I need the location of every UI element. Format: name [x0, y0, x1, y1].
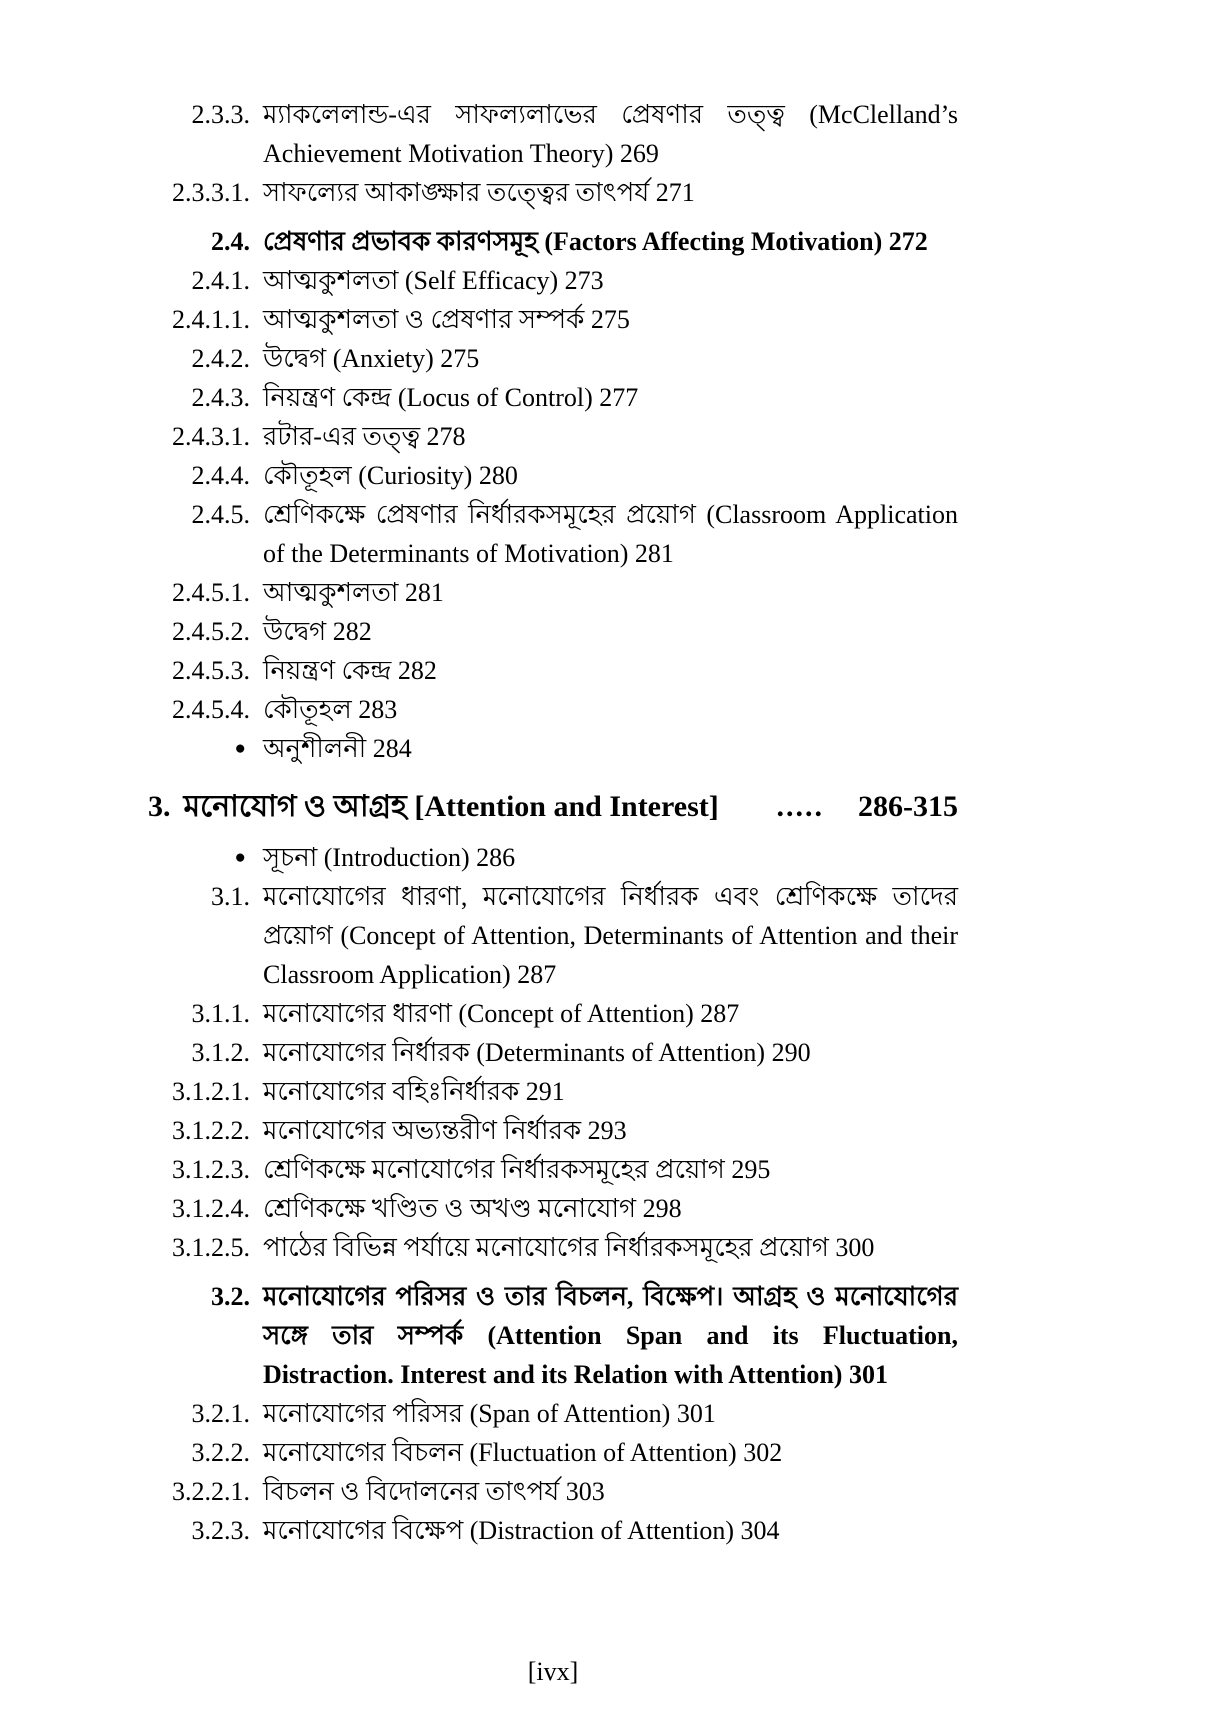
entry-number: 3.1.2.5. — [172, 1233, 250, 1262]
entry-number: 3.2.2. — [191, 1438, 250, 1467]
entry-number: 2.4. — [211, 227, 250, 256]
toc-bullet-entry — [148, 838, 958, 877]
entry-number: 2.4.5.4. — [172, 695, 250, 724]
page-footer: [ivx] — [527, 1657, 579, 1686]
entry-number: 3.1. — [211, 882, 250, 911]
toc-entry — [148, 173, 958, 212]
entry-number: 3.1.2.1. — [172, 1077, 250, 1106]
entry-number: 2.4.5.3. — [172, 656, 250, 685]
entry-number: 3.2.3. — [191, 1516, 250, 1545]
entry-text: নিয়ন্ত্রণ কেন্দ্র (Locus of Control) 277 — [263, 383, 639, 412]
toc-entry — [148, 261, 958, 300]
entry-text: মনোযোগের বহিঃনির্ধারক 291 — [263, 1077, 565, 1106]
toc-entry — [148, 651, 958, 690]
entry-number: 2.4.3. — [191, 383, 250, 412]
entry-text: আত্মকুশলতা ও প্রেষণার সম্পর্ক 275 — [263, 305, 630, 334]
entry-text: মনোযোগের ধারণা (Concept of Attention) 287 — [263, 999, 740, 1028]
toc-entry — [148, 1072, 958, 1111]
entry-number: 3.2.1. — [191, 1399, 250, 1428]
toc-entry — [148, 612, 958, 651]
toc-entry — [148, 378, 958, 417]
toc-list — [148, 95, 958, 1550]
toc-entry — [148, 994, 958, 1033]
entry-number: 2.4.1. — [191, 266, 250, 295]
bullet-icon: ● — [234, 847, 246, 868]
entry-text: মনোযোগের বিচলন (Fluctuation of Attention) 302 — [263, 1438, 783, 1467]
entry-text: কৌতূহল 283 — [263, 695, 398, 724]
toc-entry — [148, 95, 958, 173]
entry-text: আত্মকুশলতা (Self Efficacy) 273 — [263, 266, 604, 295]
entry-number: 2.4.3.1. — [172, 422, 250, 451]
toc-entry — [148, 1111, 958, 1150]
toc-entry — [148, 1228, 958, 1267]
toc-entry — [148, 1394, 958, 1433]
toc-entry — [148, 1033, 958, 1072]
toc-bullet-entry — [148, 729, 958, 768]
entry-text: মনোযোগের নির্ধারক (Determinants of Attention) 290 — [263, 1038, 811, 1067]
entry-number: 3.1.1. — [191, 999, 250, 1028]
entry-number: 3.1.2.2. — [172, 1116, 250, 1145]
toc-entry — [148, 417, 958, 456]
entry-text: নিয়ন্ত্রণ কেন্দ্র 282 — [263, 656, 437, 685]
toc-entry — [148, 222, 958, 261]
toc-entry — [148, 1277, 958, 1394]
entry-text: মনোযোগের পরিসর ও তার বিচলন, বিক্ষেপ। আগ্রহ ও মনোযোগের সঙ্গে তার সম্পর্ক (Attention Span and its Fluctuation, Distraction. Interest and its Relation with Attention) 301 — [263, 1282, 958, 1389]
entry-number: 2.4.2. — [191, 344, 250, 373]
entry-text: উদ্বেগ 282 — [263, 617, 372, 646]
entry-text: উদ্বেগ (Anxiety) 275 — [263, 344, 480, 373]
chapter-dots-leader: ..... — [776, 790, 824, 823]
toc-entry — [148, 690, 958, 729]
entry-text: অনুশীলনী 284 — [263, 734, 412, 763]
entry-text: মনোযোগের পরিসর (Span of Attention) 301 — [263, 1399, 716, 1428]
toc-entry — [148, 456, 958, 495]
entry-text: রটার-এর তত্ত্ব 278 — [263, 422, 466, 451]
entry-text: বিচলন ও বিদোলনের তাৎপর্য 303 — [263, 1477, 605, 1506]
entry-number: 2.4.4. — [191, 461, 250, 490]
entry-text: পাঠের বিভিন্ন পর্যায়ে মনোযোগের নির্ধারকসমূহের প্রয়োগ 300 — [263, 1233, 875, 1262]
entry-number: 2.4.5.1. — [172, 578, 250, 607]
toc-entry — [148, 300, 958, 339]
toc-entry — [148, 1511, 958, 1550]
toc-entry — [148, 1150, 958, 1189]
entry-number: 3.1.2.3. — [172, 1155, 250, 1184]
entry-number: 2.3.3. — [191, 100, 250, 129]
toc-entry — [148, 1433, 958, 1472]
entry-number: 2.4.1.1. — [172, 305, 250, 334]
entry-text: প্রেষণার প্রভাবক কারণসমূহ (Factors Affecting Motivation) 272 — [263, 227, 928, 256]
entry-text: সাফল্যের আকাঙ্ক্ষার তত্ত্বের তাৎপর্য 271 — [263, 178, 695, 207]
entry-number: 3.1.2. — [191, 1038, 250, 1067]
toc-entry — [148, 573, 958, 612]
entry-text: আত্মকুশলতা 281 — [263, 578, 444, 607]
chapter-title: মনোযোগ ও আগ্রহ [Attention and Interest] — [183, 790, 719, 823]
chapter-heading — [148, 784, 958, 830]
entry-text: মনোযোগের বিক্ষেপ (Distraction of Attention) 304 — [263, 1516, 780, 1545]
entry-text: সূচনা (Introduction) 286 — [263, 843, 516, 872]
toc-entry — [148, 1472, 958, 1511]
entry-text: মনোযোগের ধারণা, মনোযোগের নির্ধারক এবং শ্রেণিকক্ষে তাদের প্রয়োগ (Concept of Attention, Determinants of Attention and their Classroom Application) 287 — [263, 882, 958, 989]
bullet-icon: ● — [234, 738, 246, 759]
entry-text: শ্রেণিকক্ষে খণ্ডিত ও অখণ্ড মনোযোগ 298 — [263, 1194, 682, 1223]
toc-entry — [148, 877, 958, 994]
entry-number: 3.2. — [211, 1282, 250, 1311]
entry-number: 2.4.5.2. — [172, 617, 250, 646]
entry-text: শ্রেণিকক্ষে মনোযোগের নির্ধারকসমূহের প্রয়োগ 295 — [263, 1155, 771, 1184]
entry-text: ম্যাকলেলান্ড-এর সাফল্যলাভের প্রেষণার তত্ত্ব (McClelland’s Achievement Motivation Theory) 269 — [263, 100, 958, 168]
entry-number: 3.2.2.1. — [172, 1477, 250, 1506]
toc-entry — [148, 495, 958, 573]
entry-number: 3.1.2.4. — [172, 1194, 250, 1223]
entry-text: কৌতূহল (Curiosity) 280 — [263, 461, 518, 490]
entry-text: মনোযোগের অভ্যন্তরীণ নির্ধারক 293 — [263, 1116, 627, 1145]
entry-text: শ্রেণিকক্ষে প্রেষণার নির্ধারকসমূহের প্রয়োগ (Classroom Application of the Determinants of Motivation) 281 — [263, 500, 958, 568]
chapter-number: 3. — [148, 790, 171, 823]
chapter-page-range: 286-315 — [858, 790, 958, 823]
toc-entry — [148, 339, 958, 378]
toc-entry — [148, 1189, 958, 1228]
entry-number: 2.3.3.1. — [172, 178, 250, 207]
entry-number: 2.4.5. — [191, 500, 250, 529]
